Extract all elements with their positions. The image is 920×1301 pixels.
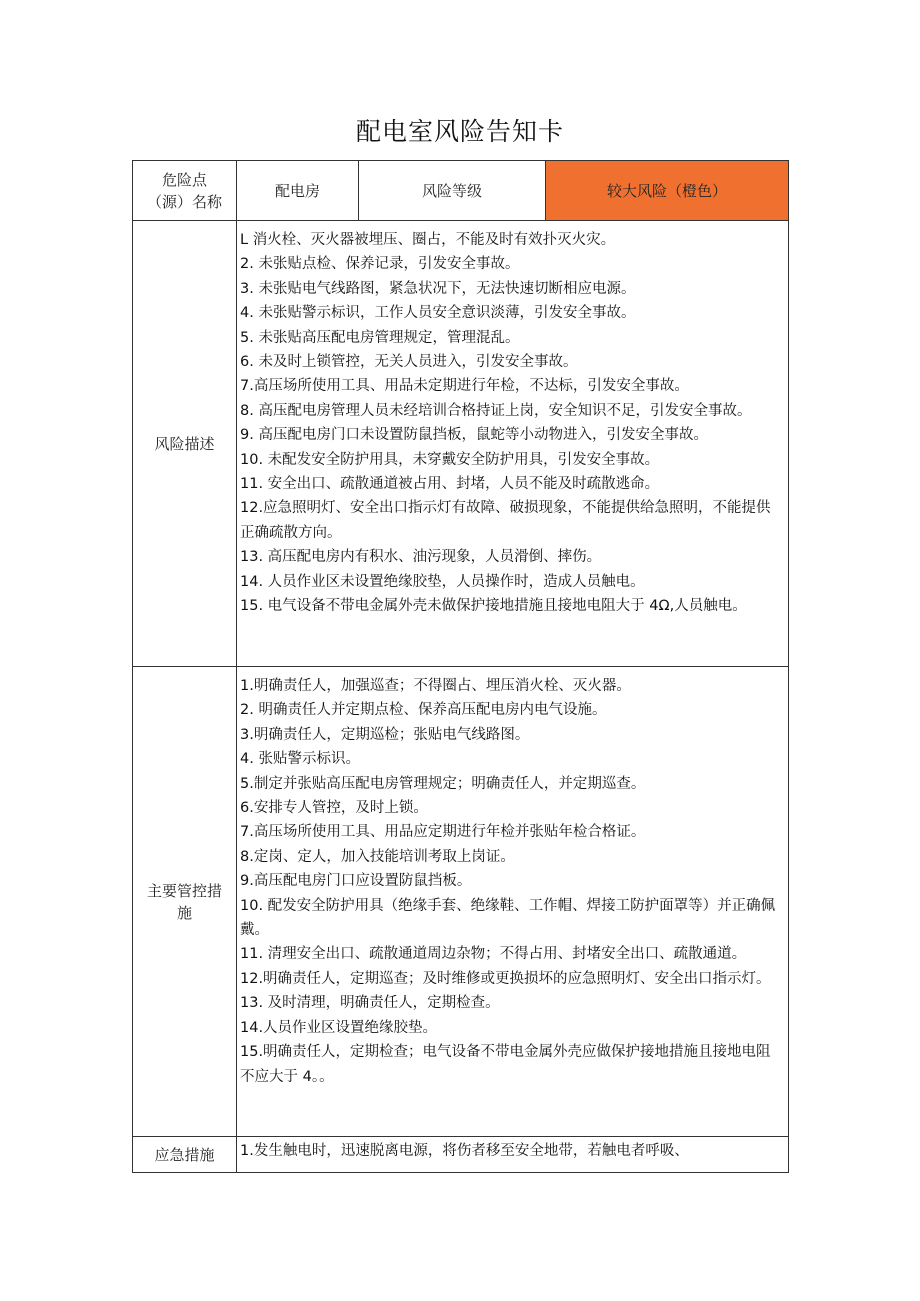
risk-item: 3. 未张贴电气线路图，紧急状况下，无法快速切断相应电源。 (240, 280, 636, 297)
measure-item: 7.高压场所使用工具、用品应定期进行年检并张贴年检合格证。 (240, 824, 646, 841)
measure-item: 9.高压配电房门口应设置防鼠挡板。 (240, 873, 472, 890)
control-measures-label: 主要管控措施 (133, 667, 237, 1137)
control-measures-row (133, 667, 789, 1137)
risk-item: 14. 人员作业区未设置绝缘胶垫，人员操作时，造成人员触电。 (240, 573, 645, 590)
risk-list (240, 228, 785, 666)
emergency-label: 应急措施 (133, 1137, 237, 1173)
measure-item: 10. 配发安全防护用具（绝缘手套、绝缘鞋、工作帽、焊接工防护面罩等）并正确佩戴。 (240, 897, 776, 939)
measure-item: 13. 及时清理，明确责任人，定期检查。 (240, 995, 500, 1012)
risk-item: 10. 未配发安全防护用具，未穿戴安全防护用具，引发安全事故。 (240, 451, 660, 468)
measure-item: 15.明确责任人，定期检查；电气设备不带电金属外壳应做保护接地措施且接地电阻不应大于 4。。 (240, 1044, 771, 1085)
risk-item: 2. 未张贴点检、保养记录，引发安全事故。 (240, 256, 520, 273)
measure-item: 6.安排专人管控，及时上锁。 (240, 800, 428, 817)
hazard-value: 配电房 (237, 161, 359, 221)
risk-item: 13. 高压配电房内有积水、油污现象，人员滑倒、摔伤。 (240, 549, 602, 566)
risk-item: 7.高压场所使用工具、用品未定期进行年检，不达标，引发安全事故。 (240, 378, 689, 395)
risk-card-table (132, 160, 789, 1173)
risk-level-label: 风险等级 (359, 161, 546, 221)
measure-item: 5.制定并张贴高压配电房管理规定；明确责任人，并定期巡查。 (240, 775, 646, 792)
emergency-row (133, 1137, 789, 1173)
risk-description-row (133, 221, 789, 667)
risk-item: 15. 电气设备不带电金属外壳未做保护接地措施且接地电阻大于 4Ω,人员触电。 (240, 598, 747, 615)
emergency-content (237, 1137, 789, 1173)
risk-item: 6. 未及时上锁管控，无关人员进入，引发安全事故。 (240, 354, 578, 371)
risk-item: 12.应急照明灯、安全出口指示灯有故障、破损现象，不能提供给急照明，不能提供正确疏散方向。 (240, 500, 771, 541)
measure-item: 2. 明确责任人并定期点检、保养高压配电房内电气设施。 (240, 702, 607, 719)
risk-item: 5. 未张贴高压配电房管理规定，管理混乱。 (240, 329, 520, 346)
measure-item: 14.人员作业区设置绝缘胶垫。 (240, 1019, 438, 1036)
risk-item: 4. 未张贴警示标识，工作人员安全意识淡薄，引发安全事故。 (240, 305, 636, 322)
measure-item: 3.明确责任人，定期巡检；张贴电气线路图。 (240, 726, 530, 743)
measure-list (240, 674, 785, 1136)
risk-level-value: 较大风险（橙色） (546, 161, 789, 221)
risk-item: 8. 高压配电房管理人员未经培训合格持证上岗，安全知识不足，引发安全事故。 (240, 402, 752, 419)
control-measures-content (237, 667, 789, 1137)
emergency-item: 1.发生触电时，迅速脱离电源，将伤者移至安全地带，若触电者呼吸、 (240, 1143, 689, 1159)
measure-item: 1.明确责任人，加强巡查；不得圈占、埋压消火栓、灭火器。 (240, 678, 631, 694)
measure-item: 4. 张贴警示标识。 (240, 751, 360, 768)
page-title: 配电室风险告知卡 (355, 117, 564, 146)
hazard-label: 危险点（源）名称 (133, 161, 237, 221)
risk-description-content (237, 221, 789, 667)
risk-item: 11. 安全出口、疏散通道被占用、封堵，人员不能及时疏散逃命。 (240, 476, 660, 493)
risk-item: 9. 高压配电房门口未设置防鼠挡板，鼠蛇等小动物进入，引发安全事故。 (240, 427, 708, 444)
emergency-list (240, 1139, 785, 1172)
measure-item: 12.明确责任人，定期巡查；及时维修或更换损坏的应急照明灯、安全出口指示灯。 (240, 970, 771, 987)
measure-item: 11. 清理安全出口、疏散通道周边杂物；不得占用、封堵安全出口、疏散通道。 (240, 946, 747, 963)
header-row (133, 161, 789, 221)
risk-item: L 消火栓、灭火器被埋压、圈占，不能及时有效扑灭火灾。 (240, 232, 616, 248)
measure-item: 8.定岗、定人，加入技能培训考取上岗证。 (240, 848, 515, 865)
risk-description-label: 风险描述 (133, 221, 237, 667)
